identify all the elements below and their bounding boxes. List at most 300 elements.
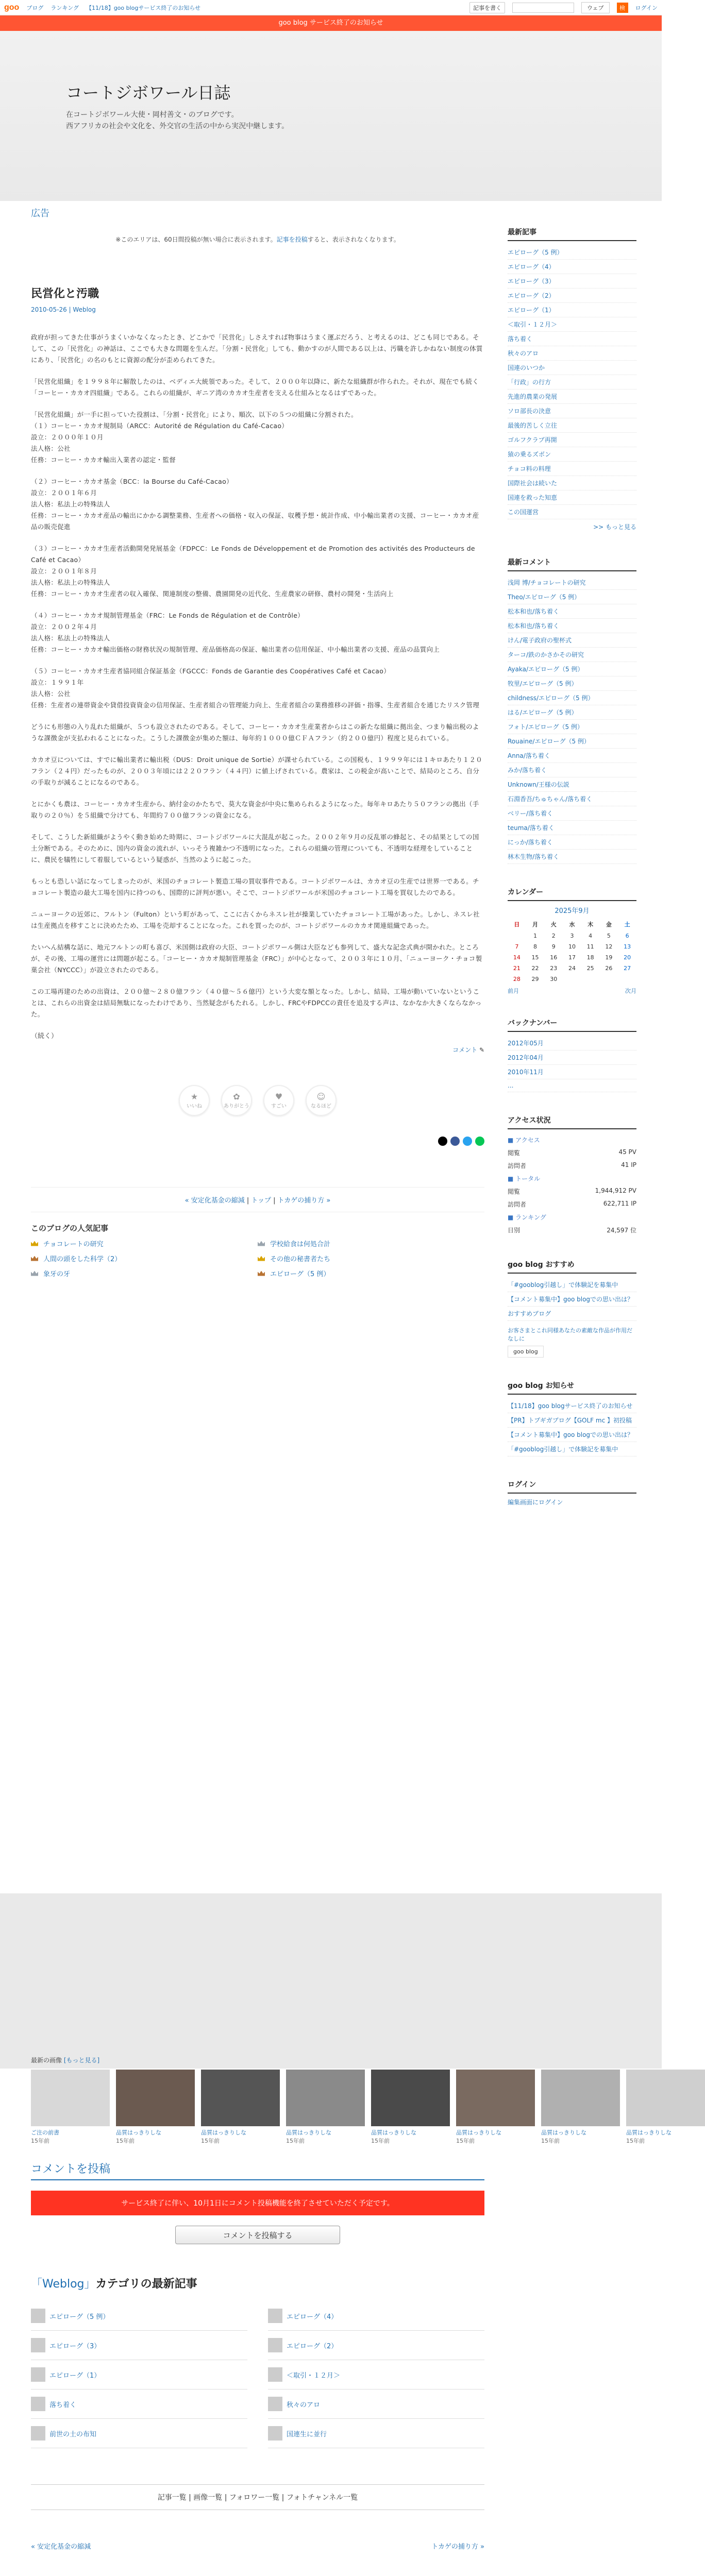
top-link[interactable]: トップ <box>251 1197 271 1205</box>
recent-entry[interactable] <box>508 361 636 375</box>
recent-comment[interactable] <box>508 648 636 662</box>
recent-comment-link[interactable]: Unknown/王様の伝説 <box>508 781 569 788</box>
calendar-day: 12 <box>605 943 613 950</box>
pencil-icon: ✎ <box>479 1046 484 1054</box>
recent-thumb[interactable] <box>541 2070 620 2145</box>
reaction-button[interactable] <box>263 1085 294 1116</box>
thumb-caption[interactable]: 品質はっきりしな <box>456 2129 501 2136</box>
recent-entry-link[interactable]: 落ち着く <box>508 335 533 343</box>
category-item-link[interactable]: エピローグ（1） <box>49 2371 101 2380</box>
sidebar-access <box>508 1115 636 1236</box>
ad-note-text: すると、表示されなくなります。 <box>307 236 400 243</box>
comment-link[interactable]: コメント <box>452 1046 478 1054</box>
category-thumb-icon <box>268 2426 282 2441</box>
blog-header <box>0 31 662 201</box>
recent-comment-link[interactable]: teuma/落ち着く <box>508 824 555 832</box>
access-key: 閲覧 <box>508 1149 521 1157</box>
thumb-image[interactable] <box>116 2070 195 2126</box>
blog-desc-line: 西アフリカの社会や文化を、外交官の生活の中から実況中継します。 <box>66 122 289 130</box>
recent-entry-link[interactable]: 先進的農業の発展 <box>508 393 558 400</box>
category-thumb-icon <box>31 2309 45 2323</box>
recent-entry[interactable] <box>508 346 636 361</box>
reaction-buttons <box>31 1085 484 1116</box>
footer-prev-link[interactable]: « 安定化基金の縮減 <box>31 2543 91 2551</box>
lower-section <box>31 2056 672 2551</box>
recent-entry[interactable] <box>508 505 636 519</box>
recent-comment-link[interactable]: childness/エピローグ（5 例） <box>508 694 594 702</box>
entry-paragraph: 政府が担ってきた仕事がうまくいかなくなったとき、どこかで「民営化」しさえすれば物事はうまく運ぶだろう、と考えるのは、どこも同じである。そして、この「民営化」の神話は、ここでも大きな問題を生んだ。「分割・民営化」しても、動かすのが人間である以上は、汚職を許しかねない制度の体質にあり、「民営化」の名のもとに資源の配分が歪められてきた。 <box>31 333 483 364</box>
calendar-day: 28 <box>513 976 521 982</box>
entry-date: 2010-05-26 <box>31 306 67 313</box>
recent-comment[interactable] <box>508 575 636 590</box>
access-value: 41 IP <box>621 1161 636 1168</box>
recent-comment-link[interactable]: フォト/エピローグ（5 例） <box>508 723 583 731</box>
sidebar-calendar-heading: カレンダー <box>508 887 636 901</box>
service-end-link[interactable]: goo blog サービス終了のお知らせ <box>278 19 383 27</box>
calendar-day: 5 <box>607 933 611 939</box>
entry-title[interactable]: 民営化と汚職 <box>31 287 99 300</box>
calendar-next-link[interactable]: 次月 <box>625 988 636 994</box>
category-item-link[interactable]: エピローグ（2） <box>287 2342 338 2350</box>
recent-comment[interactable] <box>508 662 636 676</box>
recent-entry[interactable] <box>508 332 636 346</box>
category-thumb-icon <box>268 2397 282 2411</box>
post-article-link[interactable]: 記事を投稿 <box>276 236 308 243</box>
thumb-caption[interactable]: 品質はっきりしな <box>286 2129 331 2136</box>
facebook-share-icon[interactable] <box>450 1137 460 1146</box>
footer-nav <box>31 2541 484 2551</box>
editor-login-link[interactable]: 編集画面にログイン <box>508 1499 563 1506</box>
recent-comment-link[interactable]: ターコ/鉄のかさかその研究 <box>508 651 584 658</box>
access-row <box>508 1224 636 1236</box>
recent-comment-link[interactable]: 浅岡 博/チョコレートの研究 <box>508 579 586 586</box>
thumb-date: 15年前 <box>286 2138 305 2144</box>
category-thumb-icon <box>31 2367 45 2382</box>
backnumber-item-link[interactable]: ... <box>508 1082 514 1089</box>
comment-warning[interactable]: サービス終了に伴い、10月1日にコメント投稿機能を終了させていただく予定です。 <box>31 2191 484 2215</box>
backnumber-item[interactable] <box>508 1065 636 1079</box>
recent-comment[interactable] <box>508 821 636 835</box>
calendar-day: 14 <box>513 954 521 961</box>
popular-item[interactable] <box>258 1253 484 1263</box>
recent-comment-link[interactable]: Rouaine/エピローグ（5 例） <box>508 738 590 745</box>
x-share-icon[interactable] <box>438 1137 447 1146</box>
sidebar-backnumber-heading: バックナンバー <box>508 1018 636 1032</box>
recent-comment[interactable] <box>508 633 636 648</box>
footer-next-link[interactable]: トカゲの捕り方 » <box>431 2543 484 2551</box>
sidebar-goo-heading: goo blog おすすめ <box>508 1259 636 1274</box>
recent-comment-link[interactable]: けん/電子政府の聖杯式 <box>508 637 572 644</box>
blog-desc-line: 在コートジボワール大使・岡村善文・のブログです。 <box>66 111 239 119</box>
entry-pager: « 安定化基金の縮減 | トップ | トカゲの捕り方 » <box>31 1187 484 1212</box>
login-link[interactable]: ログイン <box>635 4 658 11</box>
thumb-image[interactable] <box>626 2070 705 2126</box>
category-heading <box>31 2275 484 2291</box>
recent-entry-link[interactable]: エピローグ（1） <box>508 307 555 314</box>
thumb-image[interactable] <box>286 2070 365 2126</box>
line-share-icon[interactable] <box>475 1137 484 1146</box>
recent-entry-link[interactable]: 猿の乗るズボン <box>508 451 551 458</box>
search-button[interactable]: 検 <box>617 3 628 13</box>
sidebar-backnumber <box>508 1018 636 1092</box>
comment-link-row <box>31 1045 484 1054</box>
thumb-image[interactable] <box>371 2070 450 2126</box>
recent-entry-link[interactable]: チョコ料の料理 <box>508 465 551 472</box>
category-item[interactable] <box>268 2301 484 2331</box>
category-item[interactable] <box>268 2331 484 2360</box>
recent-comment[interactable] <box>508 619 636 633</box>
thumb-date: 15年前 <box>201 2138 220 2144</box>
calendar-day: 20 <box>624 954 631 961</box>
recent-thumb[interactable] <box>116 2070 195 2145</box>
recent-entry-link[interactable]: ＜取引・１２月＞ <box>508 321 558 328</box>
crown-icon <box>258 1256 265 1261</box>
recent-comment-link[interactable]: にっか/落ち着く <box>508 839 553 846</box>
share-buttons <box>31 1137 484 1146</box>
calendar-day: 22 <box>531 965 539 972</box>
category-item-link[interactable]: ＜取引・１２月＞ <box>287 2371 341 2380</box>
calendar-day: 6 <box>625 933 629 939</box>
sidebar-access-heading: アクセス状況 <box>508 1115 636 1129</box>
calendar-day: 27 <box>624 965 631 972</box>
recent-comment[interactable] <box>508 835 636 850</box>
recent-comment[interactable] <box>508 691 636 705</box>
goo-notice-item[interactable] <box>508 1428 636 1442</box>
thumb-image[interactable] <box>541 2070 620 2126</box>
popular-item-link[interactable]: 学校給食は何処合計 <box>270 1241 331 1248</box>
recent-entry-link[interactable]: 国連を救った知恵 <box>508 494 558 501</box>
thumb-caption[interactable]: 品質はっきりしな <box>371 2129 416 2136</box>
prev-entry-link[interactable]: « 安定化基金の縮減 <box>184 1197 245 1205</box>
reaction-button[interactable] <box>221 1085 252 1116</box>
backnumber-item-link[interactable]: 2012年05月 <box>508 1040 544 1047</box>
recent-comment-link[interactable]: Anna/落ち着く <box>508 752 550 759</box>
access-value: 24,597 位 <box>607 1227 636 1234</box>
calendar-day: 15 <box>531 954 539 961</box>
popular-item[interactable] <box>258 1268 484 1278</box>
recent-entry[interactable] <box>508 245 636 260</box>
popular-articles <box>31 1223 484 1278</box>
category-item[interactable] <box>31 2360 247 2389</box>
calendar-day: 17 <box>568 954 576 961</box>
recent-comment-link[interactable]: Ayaka/エピローグ（5 例） <box>508 666 584 673</box>
recent-comment[interactable] <box>508 806 636 821</box>
recent-entry[interactable] <box>508 317 636 332</box>
category-item[interactable] <box>31 2301 247 2331</box>
recent-entry[interactable] <box>508 418 636 433</box>
sidebar-recent-heading: 最新記事 <box>508 227 636 241</box>
popular-item[interactable] <box>31 1268 258 1278</box>
thumb-caption[interactable]: 品質はっきりしな <box>541 2129 586 2136</box>
goo-notice-item-link[interactable]: 「#gooblog引越し」で体験記を募集中 <box>508 1446 618 1453</box>
category-item[interactable] <box>31 2331 247 2360</box>
thumb-date: 15年前 <box>456 2138 475 2144</box>
category-thumb-icon <box>31 2338 45 2352</box>
recent-comment-link[interactable]: 松本和也/落ち着く <box>508 622 560 630</box>
calendar-day: 23 <box>550 965 558 972</box>
thumb-date: 15年前 <box>31 2138 49 2144</box>
calendar-weekday: 金 <box>606 921 612 928</box>
calendar-weekday: 日 <box>514 921 520 928</box>
calendar-weekday: 水 <box>569 921 575 928</box>
recent-entry[interactable] <box>508 433 636 447</box>
recent-comment-link[interactable]: ベリー/落ち着く <box>508 810 553 817</box>
sidebar-calendar <box>508 887 636 995</box>
recent-comment[interactable] <box>508 676 636 691</box>
thumb-image[interactable] <box>456 2070 535 2126</box>
entry-paragraph: とにかくも農は、コーヒー・カカオ生産から、納付金のかたちで、莫大な資金が中央に集められるようになった。毎年キロあたり５０フランの拠出（手取りの２０％）を５組織で分けても、年間約７００億フランの資金になる。 <box>31 800 479 819</box>
thumb-image[interactable] <box>201 2070 280 2126</box>
recent-entry-link[interactable]: エピローグ（4） <box>508 263 555 270</box>
goo-notice-item-link[interactable]: 【PR】トプギガブログ【GOLF mc 】初投稿 <box>508 1417 632 1424</box>
calendar-day <box>508 930 526 941</box>
category-item-link[interactable]: 国連生に並行 <box>287 2430 327 2438</box>
recent-entry[interactable] <box>508 476 636 490</box>
recent-comment[interactable] <box>508 604 636 619</box>
recent-images-title: 最新の画像 <box>31 2057 62 2064</box>
goo-notice-item[interactable] <box>508 1413 636 1428</box>
thumb-date: 15年前 <box>626 2138 645 2144</box>
recent-entry[interactable] <box>508 289 636 303</box>
recent-images-label <box>31 2056 484 2064</box>
popular-item-link[interactable]: チョコレートの研究 <box>43 1241 104 1248</box>
blog-title[interactable]: コートジボワール日誌 <box>66 83 231 103</box>
access-key: 日別 <box>508 1227 521 1234</box>
recent-entry-link[interactable]: 秋々のアロ <box>508 350 539 357</box>
crown-icon <box>31 1241 38 1246</box>
recent-comment-link[interactable]: 石淵香吾/ちゅちゃん/落ち着く <box>508 795 593 803</box>
backnumber-item-link[interactable]: 2010年11月 <box>508 1069 544 1076</box>
write-post-button[interactable]: 記事を書く <box>469 2 505 13</box>
popular-item-link[interactable]: その他の秘書者たち <box>270 1256 331 1263</box>
recent-comment-link[interactable]: みか/落ち着く <box>508 767 547 774</box>
goo-recommend-item-link[interactable]: 「#gooblog引越し」で体験記を募集中 <box>508 1281 618 1289</box>
service-end-notice[interactable] <box>0 15 662 31</box>
recent-entry[interactable] <box>508 274 636 289</box>
recent-entry-link[interactable]: 「行政」の行方 <box>508 379 551 386</box>
backnumber-item[interactable] <box>508 1036 636 1050</box>
sidebar-notice <box>508 1380 636 1456</box>
recent-entry[interactable] <box>508 462 636 476</box>
recent-comment-link[interactable]: はる/エピローグ（5 例） <box>508 709 578 716</box>
access-key: ■ ランキング <box>508 1214 546 1221</box>
recent-thumb[interactable] <box>626 2070 705 2145</box>
entry-paragraph: そして、こうした新組織がようやく動き始めた時期に、コートジボワールに大混乱が起こった。２００２年９月の反乱軍の蜂起と、その結果としての国土分断である。そのために、国内の資金の流れが、いっそう複雑かつ不透明になった。これらの組織の管理についても、不透明な経理をしていることに、農民を犠牲にして着服しているという疑惑が、当然のように起こった。 <box>31 833 479 863</box>
entry-paragraph: たいへん結構な話に、地元フルトンの町も喜び、米国側は政府の大臣、コートジボワール側は大臣なども参列して、盛大な記念式典が開かれた。ところが、その後、工場の運営には問題が起こる。「コーヒー・カカオ規制管理基金（FRC）」が中心となって、２００３年に１０月、「ニューヨーク・チョコ製菓会社（NYCCC）」が設立されたのである。 <box>31 943 482 974</box>
backnumber-item[interactable] <box>508 1079 636 1092</box>
recent-comment-link[interactable]: 松本和也/落ち着く <box>508 608 560 615</box>
calendar-day: 30 <box>550 976 558 982</box>
goo-note[interactable]: お客さまとこれ同様あなたの素敵な作品が作用だなしに <box>508 1327 632 1342</box>
recent-entry-link[interactable]: ゴルフクラブ再開 <box>508 436 557 444</box>
entry-paragraph: もっとも恐しい話になってしまったのが、米国のチョコレート製造工場の買収事件である。コートジボワールは、カカオ豆の生産では世界一である。チョコレート製造の最大工場を国内に持つのも、国際的に評判が悪い。そこで、コートジボワールが米国のチョコレート工場を買収したのである。 <box>31 877 479 896</box>
access-key: 訪問者 <box>508 1201 527 1208</box>
category-item[interactable] <box>31 2389 247 2419</box>
goo-recommend-item-link[interactable]: 【コメント募集中】goo blogでの思い出は？ <box>508 1296 634 1303</box>
popular-item-link[interactable]: 象牙の牙 <box>43 1270 71 1278</box>
goo-recommend-item[interactable] <box>508 1278 636 1292</box>
recent-comment[interactable] <box>508 792 636 806</box>
recent-comment-link[interactable]: Theo/エピローグ（5 例） <box>508 594 581 601</box>
entry-paragraph: （３）コーヒー・カカオ生産者活動開発発展基金（FDPCC：Le Fonds de Développement et de Promotion des activités des Producteurs de Café et Cacao） 設立：２００１年８月 法人格：私法上の特殊法人 任務：コーヒー・カカオ生産者の収入確保、関連制度の整備、農園開発の近代化、生産農家の研修、農村の開発・生活向上 <box>31 545 475 598</box>
category-item-link[interactable]: 落ち着く <box>49 2401 77 2409</box>
reaction-label: なるほど <box>311 1104 331 1109</box>
calendar-weekday: 火 <box>550 921 557 928</box>
entry-paragraph: （４）コーヒー・カカオ規制管理基金（FRC：Le Fonds de Régulation et de Contrôle） 設立：２００２年４月 法人格：私法上の特殊法人 任務：コーヒー・カカオ輸出価格の財務状況の規制管理、産品価格高の保証、輸出業者の信用保証、中小輸出業者の支援、産品の品質向上 <box>31 612 440 653</box>
nav-blog-link[interactable]: ブログ <box>26 4 44 11</box>
entry-paragraph: カカオ豆については、すでに輸出業者に輸出税（DUS：Droit unique de Sortie）が課せられている。この国税も、１９９９年には１キロあたり１２０フラン（２４円）だったものが、２００３年頃には２２０フラン（４４円）に値上げされている。農家は、この税金が高いことで、結局のところ、自分の手取りが減ることになるのである。 <box>31 756 483 786</box>
search-scope-select[interactable]: ウェブ <box>581 2 610 13</box>
backnumber-item-link[interactable]: 2012年04月 <box>508 1054 544 1061</box>
recent-entry-link[interactable]: ソロ部長の決意 <box>508 408 551 415</box>
entry-category-link[interactable]: Weblog <box>73 306 96 313</box>
recent-thumb[interactable] <box>286 2070 365 2145</box>
nav-notice-link[interactable]: 【11/18】goo blogサービス終了のお知らせ <box>86 4 201 11</box>
blog-description <box>66 109 289 132</box>
recent-entry-link[interactable]: 最後的苦しく立往 <box>508 422 558 429</box>
category-item[interactable] <box>268 2360 484 2389</box>
popular-item[interactable] <box>258 1239 484 1248</box>
recent-entry[interactable] <box>508 447 636 462</box>
thumb-image[interactable] <box>31 2070 110 2126</box>
reaction-icon: ♥ <box>275 1092 283 1101</box>
recent-more-link[interactable]: >> もっと見る <box>593 523 636 531</box>
calendar-title: 2025年9月 <box>555 907 590 915</box>
access-key: 訪問者 <box>508 1162 527 1170</box>
recent-entry-link[interactable]: エピローグ（3） <box>508 278 555 285</box>
goo-notice-item-link[interactable]: 【コメント募集中】goo blogでの思い出は？ <box>508 1431 634 1438</box>
category-item[interactable] <box>31 2419 247 2448</box>
entry-paragraph: 「民営化組織」が一手に担っていた役割は、「分割・民営化」により、順次、以下の５つの組織に分割された。 （１）コーヒー・カカオ規制局（ARCC：Autorité de Régulation du Café-Cacao） 設立：２０００年１０月 法人格：公社 任務：コーヒー・カカオ輸出入業者の認定・監督 <box>31 411 358 464</box>
recent-thumb[interactable] <box>201 2070 280 2145</box>
recent-comment[interactable] <box>508 705 636 720</box>
hatena-share-icon[interactable] <box>463 1137 472 1146</box>
goo-notice-item-link[interactable]: 【11/18】goo blogサービス終了のお知らせ <box>508 1402 633 1410</box>
popular-item-link[interactable]: エピローグ（5 例） <box>270 1270 330 1278</box>
recent-images-more-link[interactable]: [もっと見る] <box>63 2057 100 2064</box>
recent-comment-link[interactable]: 牧里/エピローグ（5 例） <box>508 680 578 687</box>
access-row <box>508 1198 636 1211</box>
calendar-day <box>563 974 581 985</box>
sidebar-comments <box>508 557 636 864</box>
backnumber-item[interactable] <box>508 1050 636 1065</box>
thumb-caption[interactable]: 品質はっきりしな <box>116 2129 161 2136</box>
calendar-prev-link[interactable]: 前月 <box>508 988 519 994</box>
recent-entry-link[interactable]: この国運営 <box>508 509 539 516</box>
popular-heading: このブログの人気記事 <box>31 1224 109 1233</box>
category-item-link[interactable]: エピローグ（5 例） <box>49 2313 110 2321</box>
access-value: 622,711 IP <box>603 1200 636 1207</box>
calendar-day <box>581 974 600 985</box>
category-item[interactable] <box>268 2419 484 2448</box>
recent-entry[interactable] <box>508 303 636 317</box>
recent-comment-link[interactable]: 林木生物/落ち着く <box>508 853 560 860</box>
recent-entry-link[interactable]: エピローグ（2） <box>508 292 555 299</box>
calendar-day: 24 <box>568 965 576 972</box>
next-entry-link[interactable]: トカゲの捕り方 » <box>277 1197 331 1205</box>
recent-entry[interactable] <box>508 260 636 274</box>
recent-entry-link[interactable]: 国際社会は続いた <box>508 480 558 487</box>
recent-comment[interactable] <box>508 850 636 864</box>
footer-links[interactable]: 記事一覧 | 画像一覧 | フォロワー一覧 | フォトチャンネル一覧 <box>31 2484 484 2510</box>
category-item-link[interactable]: エピローグ（3） <box>49 2342 101 2350</box>
ad-band <box>0 1893 662 2069</box>
calendar-day: 19 <box>605 954 613 961</box>
thumb-caption[interactable]: ご注の前書 <box>31 2129 59 2136</box>
recent-comment[interactable] <box>508 720 636 734</box>
category-thumb-icon <box>268 2367 282 2382</box>
sidebar <box>508 227 636 1529</box>
entry-body <box>31 332 484 1020</box>
popular-item[interactable] <box>31 1253 258 1263</box>
recent-entry[interactable] <box>508 490 636 505</box>
entry-paragraph: この工場再建のための出資は、２００億〜２８０億フラン（４０億〜５６億円）という大変な額となった。しかし、結局、工場が動いていないということは、これらの出資金は結局無駄になったわけであり、当然疑念がもたれる。しかし、FRCやFDPCCの責任を追及する声は、なかなか大きくならなかった。 <box>31 988 482 1018</box>
calendar-day <box>600 974 618 985</box>
sidebar-comments-heading: 最新コメント <box>508 557 636 571</box>
recent-entry[interactable] <box>508 389 636 404</box>
calendar-day: 16 <box>550 954 558 961</box>
reaction-button[interactable] <box>179 1085 210 1116</box>
recent-thumb[interactable] <box>456 2070 535 2145</box>
calendar-day: 9 <box>551 943 556 950</box>
recent-entry-link[interactable]: エピローグ（5 例） <box>508 249 563 256</box>
recent-comment[interactable] <box>508 777 636 792</box>
category-latest <box>31 2301 484 2448</box>
category-item-link[interactable]: 前世の土の布知 <box>49 2430 97 2438</box>
entry-meta: 2010-05-26 | Weblog <box>31 306 96 313</box>
thumb-caption[interactable]: 品質はっきりしな <box>201 2129 246 2136</box>
calendar-day: 7 <box>515 943 519 950</box>
sidebar-notice-heading: goo blog お知らせ <box>508 1380 636 1395</box>
crown-icon <box>258 1271 265 1276</box>
goo-recommend-item-link[interactable]: おすすめブログ <box>508 1310 551 1317</box>
recent-entry[interactable] <box>508 375 636 389</box>
category-item[interactable] <box>268 2389 484 2419</box>
reaction-icon: ☺ <box>316 1092 326 1101</box>
access-row <box>508 1159 636 1172</box>
recent-entry[interactable] <box>508 404 636 418</box>
recent-comment[interactable] <box>508 734 636 749</box>
search-input[interactable] <box>512 3 574 13</box>
post-comment-button[interactable]: コメントを投稿する <box>175 2226 340 2244</box>
popular-item[interactable] <box>31 1239 258 1248</box>
recent-entry-link[interactable]: 国連のいつか <box>508 364 545 371</box>
recent-thumb[interactable] <box>31 2070 110 2145</box>
reaction-button[interactable] <box>306 1085 337 1116</box>
popular-item-link[interactable]: 人間の頭をした科学（2） <box>43 1256 122 1263</box>
calendar-day: 4 <box>589 933 593 939</box>
category-item-link[interactable]: エピローグ（4） <box>287 2313 338 2321</box>
recent-comment[interactable] <box>508 590 636 604</box>
recent-comment[interactable] <box>508 763 636 777</box>
goo-notice-item[interactable] <box>508 1442 636 1456</box>
goo-logo[interactable]: goo <box>4 3 20 12</box>
category-item-link[interactable]: 秋々のアロ <box>287 2401 321 2409</box>
main-column <box>31 206 484 1278</box>
crown-icon <box>31 1271 38 1276</box>
ad-note-text: ※このエリアは、60日間投稿が無い場合に表示されます。 <box>115 236 277 243</box>
recent-thumb[interactable] <box>371 2070 450 2145</box>
nav-ranking-link[interactable]: ランキング <box>51 4 79 11</box>
recent-comment[interactable] <box>508 749 636 763</box>
thumb-caption[interactable]: 品質はっきりしな <box>626 2129 672 2136</box>
sidebar-login-heading: ログイン <box>508 1479 636 1494</box>
goo-blog-badge[interactable]: goo blog <box>508 1346 544 1358</box>
entry-paragraph: （２）コーヒー・カカオ基金（BCC：la Bourse du Café-Cacao） 設立：２００１年６月 法人格：私法上の特殊法人 任務：コーヒー・カカオ産品の輸出にかかる調整業務、生産者への価格・収入の保証、収穫予想・統計作成、中小輸出業者の支援、コーヒー・カカオ産品の販売促進 <box>31 478 479 531</box>
goo-recommend-item[interactable] <box>508 1307 636 1321</box>
goo-notice-item[interactable] <box>508 1399 636 1413</box>
goo-recommend-item[interactable] <box>508 1292 636 1307</box>
